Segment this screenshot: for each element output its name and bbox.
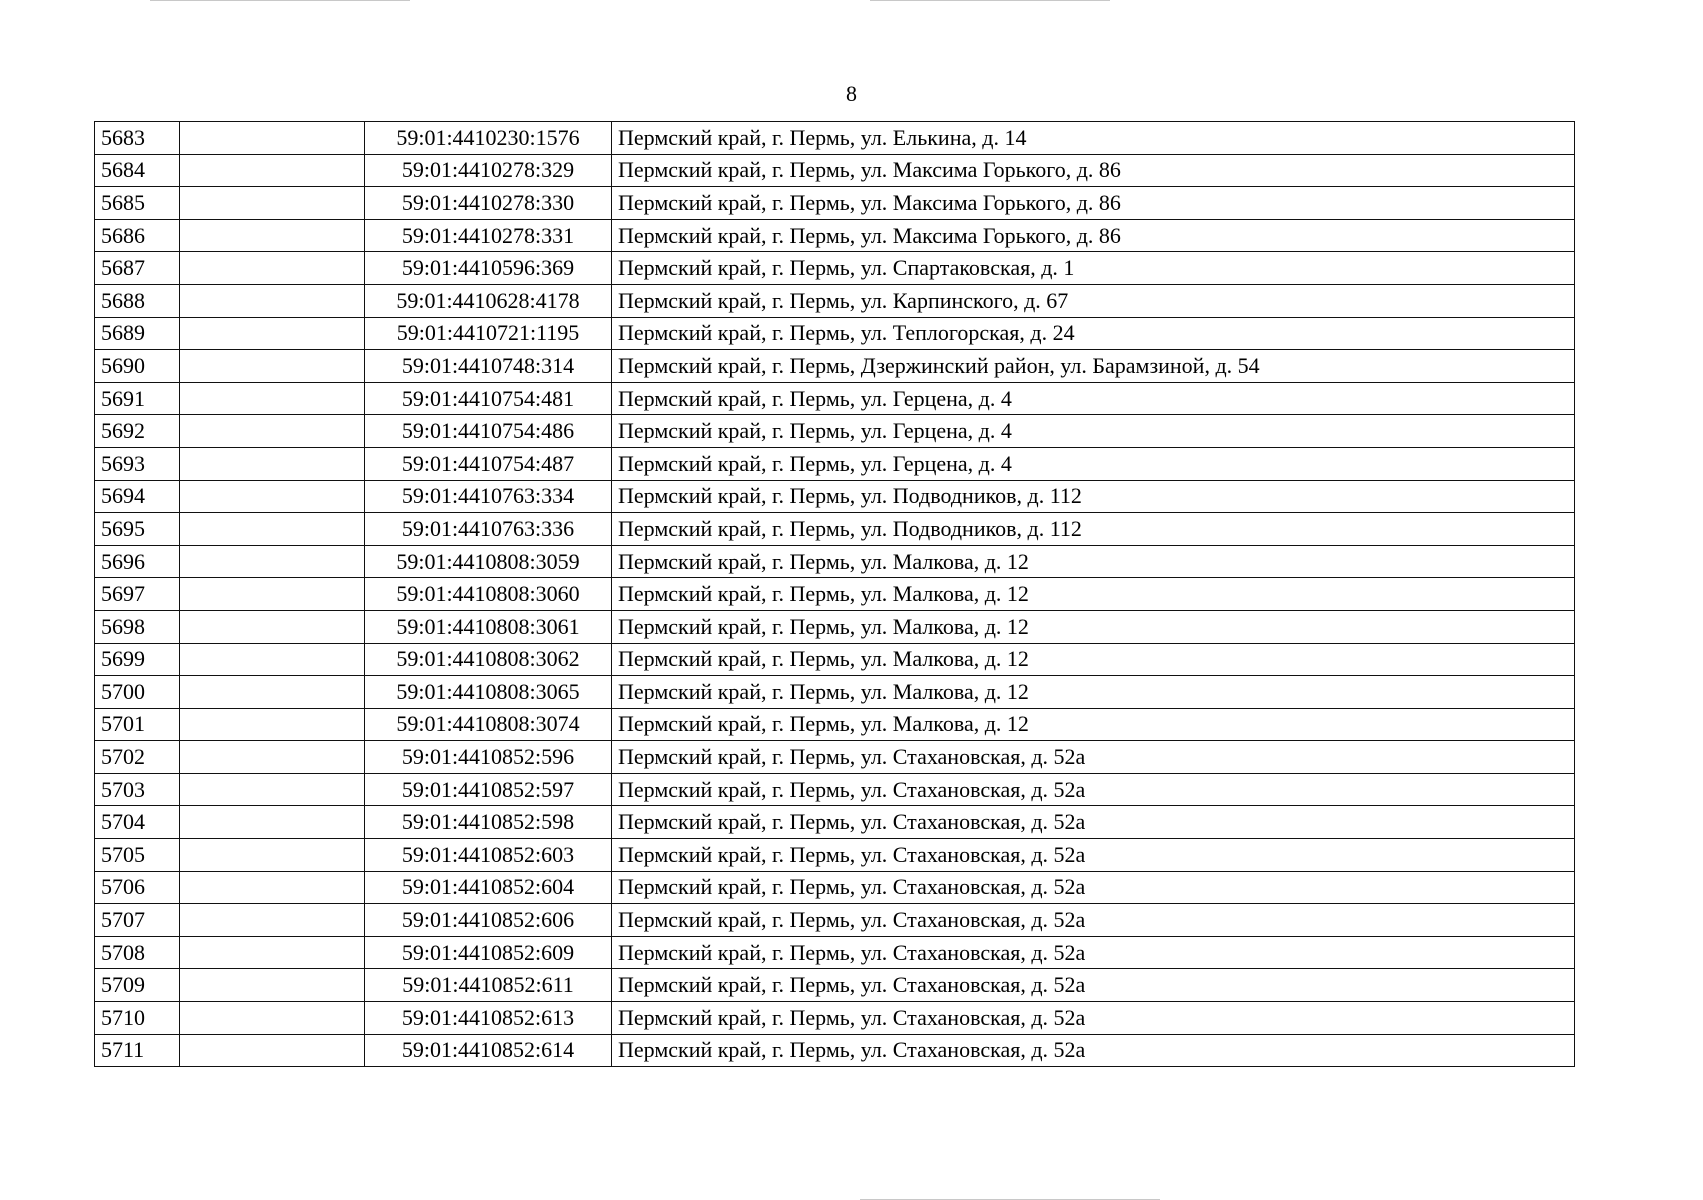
cadastral-number-cell: 59:01:4410278:330 [365, 187, 612, 220]
row-number-cell: 5704 [95, 806, 180, 839]
cadastral-number-cell: 59:01:4410628:4178 [365, 284, 612, 317]
cadastral-number-cell: 59:01:4410748:314 [365, 350, 612, 383]
table-row [95, 839, 1575, 872]
row-number-cell: 5708 [95, 936, 180, 969]
address-cell: Пермский край, г. Пермь, ул. Стахановская, д. 52а [612, 806, 1575, 839]
cadastral-number-cell: 59:01:4410808:3060 [365, 578, 612, 611]
cadastral-number-cell: 59:01:4410808:3074 [365, 708, 612, 741]
table-row [95, 806, 1575, 839]
cadastral-number-cell: 59:01:4410852:606 [365, 904, 612, 937]
cadastral-number-cell: 59:01:4410852:597 [365, 773, 612, 806]
empty-cell [180, 252, 365, 285]
row-number-cell: 5696 [95, 545, 180, 578]
empty-cell [180, 839, 365, 872]
table-row [95, 936, 1575, 969]
table-row [95, 480, 1575, 513]
address-cell: Пермский край, г. Пермь, ул. Спартаковская, д. 1 [612, 252, 1575, 285]
cadastral-number-cell: 59:01:4410754:486 [365, 415, 612, 448]
row-number-cell: 5702 [95, 741, 180, 774]
address-cell: Пермский край, г. Пермь, ул. Стахановская, д. 52а [612, 1034, 1575, 1067]
row-number-cell: 5697 [95, 578, 180, 611]
empty-cell [180, 969, 365, 1002]
address-cell: Пермский край, г. Пермь, ул. Стахановская, д. 52а [612, 969, 1575, 1002]
table-row [95, 317, 1575, 350]
cadastral-number-cell: 59:01:4410852:596 [365, 741, 612, 774]
page-number: 8 [846, 81, 857, 106]
row-number-cell: 5691 [95, 382, 180, 415]
table-row [95, 904, 1575, 937]
row-number-cell: 5705 [95, 839, 180, 872]
table-row [95, 643, 1575, 676]
empty-cell [180, 317, 365, 350]
table-row [95, 447, 1575, 480]
table-row [95, 578, 1575, 611]
empty-cell [180, 219, 365, 252]
table-row [95, 741, 1575, 774]
row-number-cell: 5686 [95, 219, 180, 252]
row-number-cell: 5685 [95, 187, 180, 220]
row-number-cell: 5693 [95, 447, 180, 480]
table-row [95, 545, 1575, 578]
table-row [95, 708, 1575, 741]
empty-cell [180, 773, 365, 806]
cadastral-number-cell: 59:01:4410763:334 [365, 480, 612, 513]
address-cell: Пермский край, г. Пермь, ул. Стахановская, д. 52а [612, 936, 1575, 969]
empty-cell [180, 676, 365, 709]
address-cell: Пермский край, г. Пермь, ул. Малкова, д. 12 [612, 578, 1575, 611]
cadastral-number-cell: 59:01:4410852:613 [365, 1002, 612, 1035]
empty-cell [180, 904, 365, 937]
cadastral-number-cell: 59:01:4410852:598 [365, 806, 612, 839]
empty-cell [180, 350, 365, 383]
table-row [95, 284, 1575, 317]
cadastral-number-cell: 59:01:4410721:1195 [365, 317, 612, 350]
row-number-cell: 5698 [95, 610, 180, 643]
address-cell: Пермский край, г. Пермь, ул. Теплогорская, д. 24 [612, 317, 1575, 350]
cadastral-number-cell: 59:01:4410278:331 [365, 219, 612, 252]
address-cell: Пермский край, г. Пермь, ул. Герцена, д. 4 [612, 382, 1575, 415]
address-cell: Пермский край, г. Пермь, ул. Стахановская, д. 52а [612, 871, 1575, 904]
empty-cell [180, 284, 365, 317]
row-number-cell: 5707 [95, 904, 180, 937]
empty-cell [180, 513, 365, 546]
row-number-cell: 5684 [95, 154, 180, 187]
empty-cell [180, 643, 365, 676]
cadastral-number-cell: 59:01:4410808:3062 [365, 643, 612, 676]
row-number-cell: 5703 [95, 773, 180, 806]
table-row [95, 154, 1575, 187]
cadastral-number-cell: 59:01:4410852:611 [365, 969, 612, 1002]
empty-cell [180, 122, 365, 155]
table-row [95, 1034, 1575, 1067]
row-number-cell: 5706 [95, 871, 180, 904]
cadastral-number-cell: 59:01:4410596:369 [365, 252, 612, 285]
table-row [95, 773, 1575, 806]
cadastral-number-cell: 59:01:4410852:603 [365, 839, 612, 872]
empty-cell [180, 936, 365, 969]
table-row [95, 513, 1575, 546]
empty-cell [180, 806, 365, 839]
row-number-cell: 5687 [95, 252, 180, 285]
empty-cell [180, 382, 365, 415]
row-number-cell: 5690 [95, 350, 180, 383]
empty-cell [180, 871, 365, 904]
address-cell: Пермский край, г. Пермь, ул. Подводников, д. 112 [612, 513, 1575, 546]
scan-edge-mark [150, 0, 410, 1]
address-cell: Пермский край, г. Пермь, ул. Елькина, д. 14 [612, 122, 1575, 155]
address-cell: Пермский край, г. Пермь, ул. Малкова, д. 12 [612, 676, 1575, 709]
address-cell: Пермский край, г. Пермь, ул. Максима Горького, д. 86 [612, 219, 1575, 252]
address-cell: Пермский край, г. Пермь, ул. Герцена, д. 4 [612, 415, 1575, 448]
address-cell: Пермский край, г. Пермь, ул. Максима Горького, д. 86 [612, 187, 1575, 220]
table-row [95, 676, 1575, 709]
address-cell: Пермский край, г. Пермь, ул. Максима Горького, д. 86 [612, 154, 1575, 187]
empty-cell [180, 415, 365, 448]
row-number-cell: 5694 [95, 480, 180, 513]
row-number-cell: 5701 [95, 708, 180, 741]
row-number-cell: 5683 [95, 122, 180, 155]
cadastral-number-cell: 59:01:4410754:481 [365, 382, 612, 415]
row-number-cell: 5700 [95, 676, 180, 709]
registry-table [94, 121, 1575, 1067]
address-cell: Пермский край, г. Пермь, ул. Карпинского, д. 67 [612, 284, 1575, 317]
address-cell: Пермский край, г. Пермь, ул. Подводников, д. 112 [612, 480, 1575, 513]
cadastral-number-cell: 59:01:4410278:329 [365, 154, 612, 187]
address-cell: Пермский край, г. Пермь, Дзержинский район, ул. Барамзиной, д. 54 [612, 350, 1575, 383]
row-number-cell: 5689 [95, 317, 180, 350]
address-cell: Пермский край, г. Пермь, ул. Стахановская, д. 52а [612, 1002, 1575, 1035]
table-row [95, 382, 1575, 415]
address-cell: Пермский край, г. Пермь, ул. Стахановская, д. 52а [612, 741, 1575, 774]
empty-cell [180, 480, 365, 513]
scan-edge-mark [870, 0, 1110, 1]
cadastral-number-cell: 59:01:4410763:336 [365, 513, 612, 546]
empty-cell [180, 1034, 365, 1067]
registry-table-body [95, 122, 1575, 1067]
row-number-cell: 5710 [95, 1002, 180, 1035]
row-number-cell: 5692 [95, 415, 180, 448]
address-cell: Пермский край, г. Пермь, ул. Герцена, д. 4 [612, 447, 1575, 480]
address-cell: Пермский край, г. Пермь, ул. Стахановская, д. 52а [612, 904, 1575, 937]
table-row [95, 871, 1575, 904]
table-row [95, 252, 1575, 285]
cadastral-number-cell: 59:01:4410808:3059 [365, 545, 612, 578]
address-cell: Пермский край, г. Пермь, ул. Малкова, д. 12 [612, 545, 1575, 578]
empty-cell [180, 545, 365, 578]
empty-cell [180, 154, 365, 187]
empty-cell [180, 187, 365, 220]
table-row [95, 415, 1575, 448]
cadastral-number-cell: 59:01:4410852:604 [365, 871, 612, 904]
table-row [95, 350, 1575, 383]
cadastral-number-cell: 59:01:4410808:3061 [365, 610, 612, 643]
address-cell: Пермский край, г. Пермь, ул. Стахановская, д. 52а [612, 773, 1575, 806]
table-row [95, 122, 1575, 155]
address-cell: Пермский край, г. Пермь, ул. Малкова, д. 12 [612, 643, 1575, 676]
row-number-cell: 5699 [95, 643, 180, 676]
cadastral-number-cell: 59:01:4410852:614 [365, 1034, 612, 1067]
address-cell: Пермский край, г. Пермь, ул. Стахановская, д. 52а [612, 839, 1575, 872]
address-cell: Пермский край, г. Пермь, ул. Малкова, д. 12 [612, 610, 1575, 643]
empty-cell [180, 447, 365, 480]
empty-cell [180, 1002, 365, 1035]
table-row [95, 969, 1575, 1002]
row-number-cell: 5695 [95, 513, 180, 546]
empty-cell [180, 578, 365, 611]
cadastral-number-cell: 59:01:4410808:3065 [365, 676, 612, 709]
table-row [95, 1002, 1575, 1035]
empty-cell [180, 741, 365, 774]
table-row [95, 187, 1575, 220]
row-number-cell: 5709 [95, 969, 180, 1002]
table-row [95, 219, 1575, 252]
row-number-cell: 5688 [95, 284, 180, 317]
cadastral-number-cell: 59:01:4410754:487 [365, 447, 612, 480]
table-row [95, 610, 1575, 643]
empty-cell [180, 610, 365, 643]
cadastral-number-cell: 59:01:4410230:1576 [365, 122, 612, 155]
cadastral-number-cell: 59:01:4410852:609 [365, 936, 612, 969]
address-cell: Пермский край, г. Пермь, ул. Малкова, д. 12 [612, 708, 1575, 741]
empty-cell [180, 708, 365, 741]
row-number-cell: 5711 [95, 1034, 180, 1067]
